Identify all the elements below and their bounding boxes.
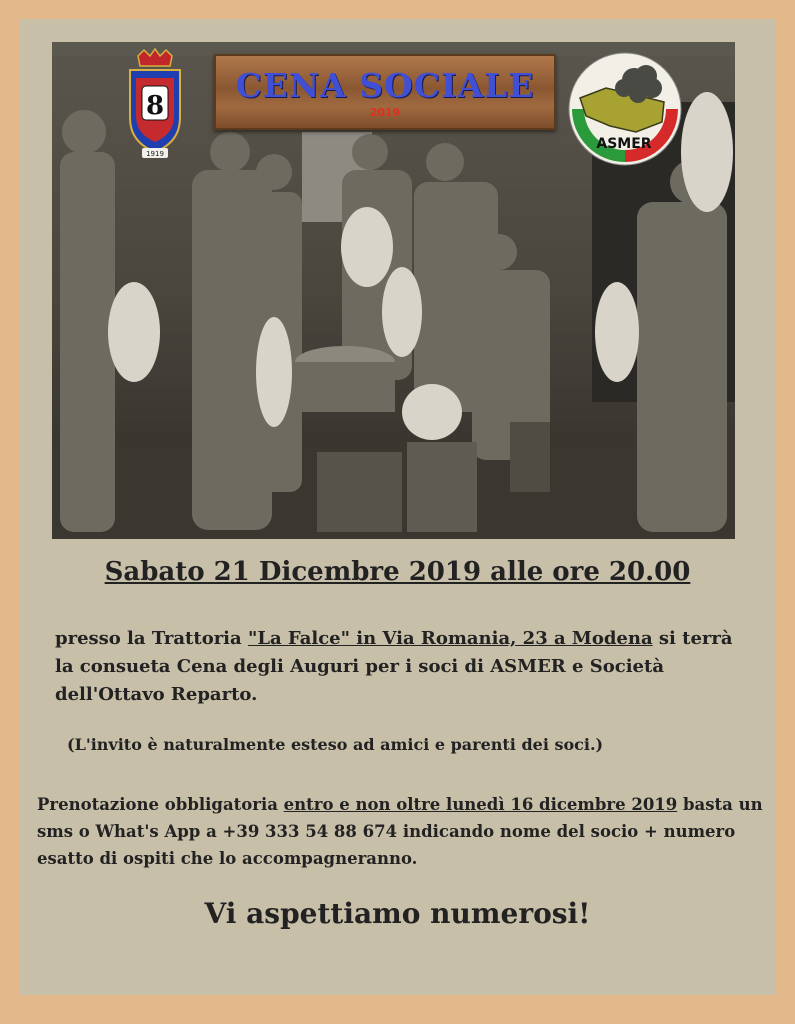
booking-deadline: entro e non oltre lunedì 16 dicembre 2019: [283, 795, 678, 814]
venue-paragraph: [55, 625, 755, 709]
closing-line: Vi aspettiamo numerosi!: [204, 897, 591, 930]
flyer-title: CENA SOCIALE: [235, 66, 535, 105]
svg-text:1919: 1919: [146, 150, 164, 158]
title-banner: [214, 54, 556, 130]
asmer-logo: [566, 50, 684, 168]
svg-text:8: 8: [145, 91, 165, 121]
title-year: 2019: [369, 106, 401, 119]
venue-prefix: presso la Trattoria: [55, 628, 248, 649]
booking-paragraph: [37, 791, 767, 872]
flyer-card: [19, 19, 776, 995]
svg-text:ASMER: ASMER: [596, 136, 652, 152]
event-date-time: Sabato 21 Dicembre 2019 alle ore 20.00: [104, 557, 691, 587]
invitation-note: (L'invito è naturalmente esteso ad amici e parenti dei soci.): [67, 735, 604, 754]
booking-instructions: basta un sms o What's App a +39 333 54 88 674 indicando nome del socio + numero esatto di ospiti che lo accompagneranno.: [37, 795, 763, 868]
booking-prefix: Prenotazione obbligatoria: [37, 795, 284, 814]
venue-name-address: "La Falce" in Via Romania, 23 a Modena: [247, 628, 653, 649]
venue-description: si terrà la consueta Cena degli Auguri per i soci di ASMER e Società dell'Ottavo Reparto.: [55, 628, 733, 705]
ottavo-reparto-crest: [124, 48, 186, 160]
historical-photo: [52, 42, 735, 539]
